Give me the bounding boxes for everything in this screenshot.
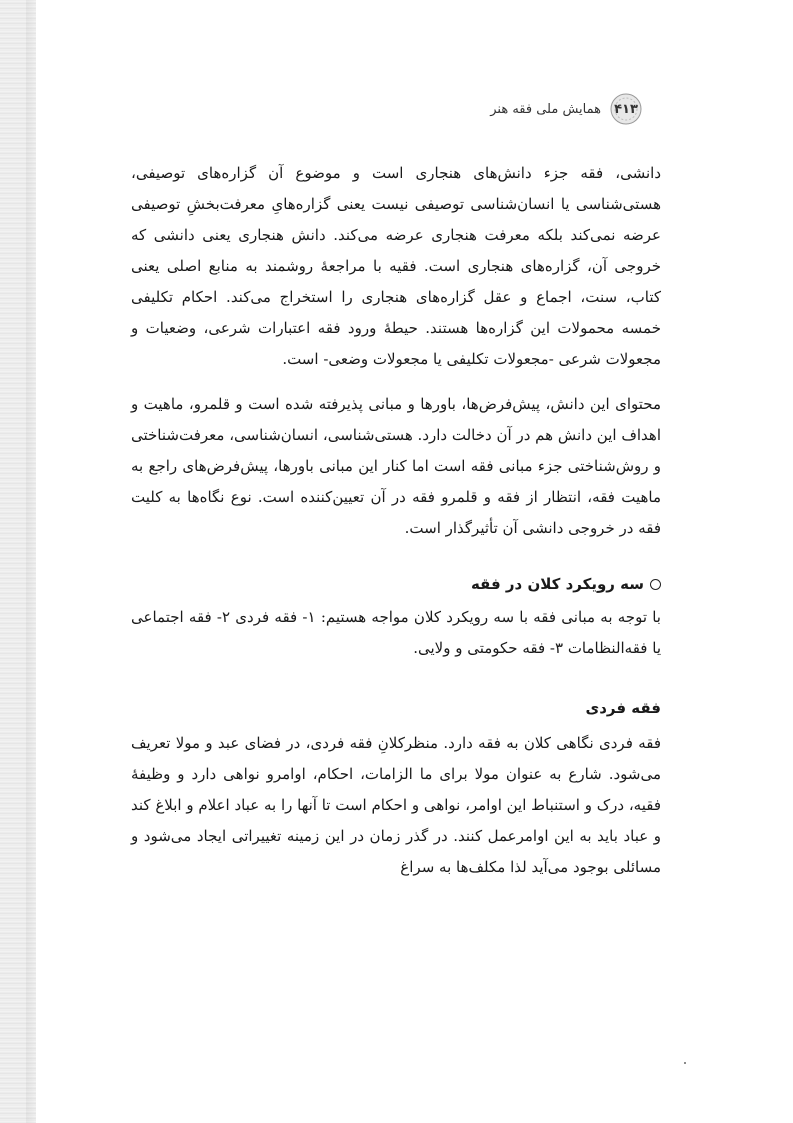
paragraph-approaches: با توجه به مبانی فقه با سه رویکرد کلان مواجه هستیم: ۱- فقه فردی ۲- فقه اجتماعی یا فقه‌النظامات ۳- فقه حکومتی و ولایی.	[131, 608, 661, 657]
section-heading-text: سه رویکرد کلان در فقه	[470, 575, 644, 593]
page-number: ۴۱۳	[614, 101, 638, 117]
paragraph-individual-fiqh: فقه فردی نگاهی کلان به فقه دارد. منظرکلانِ فقه فردی، در فضای عبد و مولا تعریف می‌شود. شارع به عنوان مولا برای ما الزامات، احکام، اوامرو نواهی دارد و وظیفهٔ فقیه، درک و استنباط این اوامر، نواهی و احکام است تا آنها را به عباد اعلام و ابلاغ کند و عباد باید به این اوامرعمل کنند. در گذر زمان در این زمینه تغییراتی ایجاد می‌شود و مسائلی بوجود می‌آید لذا مکلف‌ها به سراغ	[131, 734, 661, 876]
scan-speck	[684, 1062, 686, 1064]
paragraph-2: محتوای این دانش، پیش‌فرض‌ها، باورها و مبانی پذیرفته شده است و قلمرو، ماهیت و اهداف این دانش هم در آن دخالت دارد. هستی‌شناسی، انسان‌شناسی، معرفت‌شناختی و روش‌شناختی جزء مبانی فقه است اما کنار این مبانی باورها، پیش‌فرض‌های راجع به ماهیت فقه، انتظار از فقه و قلمرو فقه در آن تعیین‌کننده است. نوع نگاه‌ها به کلیت فقه در خروجی دانشی آن تأثیرگذار است.	[131, 395, 661, 537]
main-text	[131, 158, 661, 897]
page-header	[490, 92, 643, 126]
page-number-badge	[609, 92, 643, 126]
running-head: همایش ملی فقه هنر	[490, 101, 601, 117]
bullet-circle-icon	[650, 579, 661, 590]
section-heading-approaches	[131, 570, 661, 598]
subheading-individual-fiqh: فقه فردی	[585, 699, 661, 717]
scan-edge	[0, 0, 36, 1123]
paragraph-1: دانشی، فقه جزء دانش‌های هنجاری است و موضوع آن گزاره‌های توصیفی، هستی‌شناسی یا انسان‌شناسی توصیفی نیست یعنی گزاره‌هایِ معرفت‌بخشِ توصیفی عرضه نمی‌کند بلکه معرفت هنجاری عرضه می‌کند. دانش هنجاری یعنی دانشی که خروجی آن، گزاره‌های هنجاری است. فقیه با مراجعهٔ روشمند به منابع اصلی یعنی کتاب، سنت، اجماع و عقل گزاره‌های هنجاری را استخراج می‌کند. احکام تکلیفی خمسه محمولات این گزاره‌ها هستند. حیطهٔ ورود فقه اعتبارات شرعی، وضعیات و مجعولات شرعی -مجعولات تکلیفی یا مجعولات وضعی- است.	[131, 164, 661, 368]
